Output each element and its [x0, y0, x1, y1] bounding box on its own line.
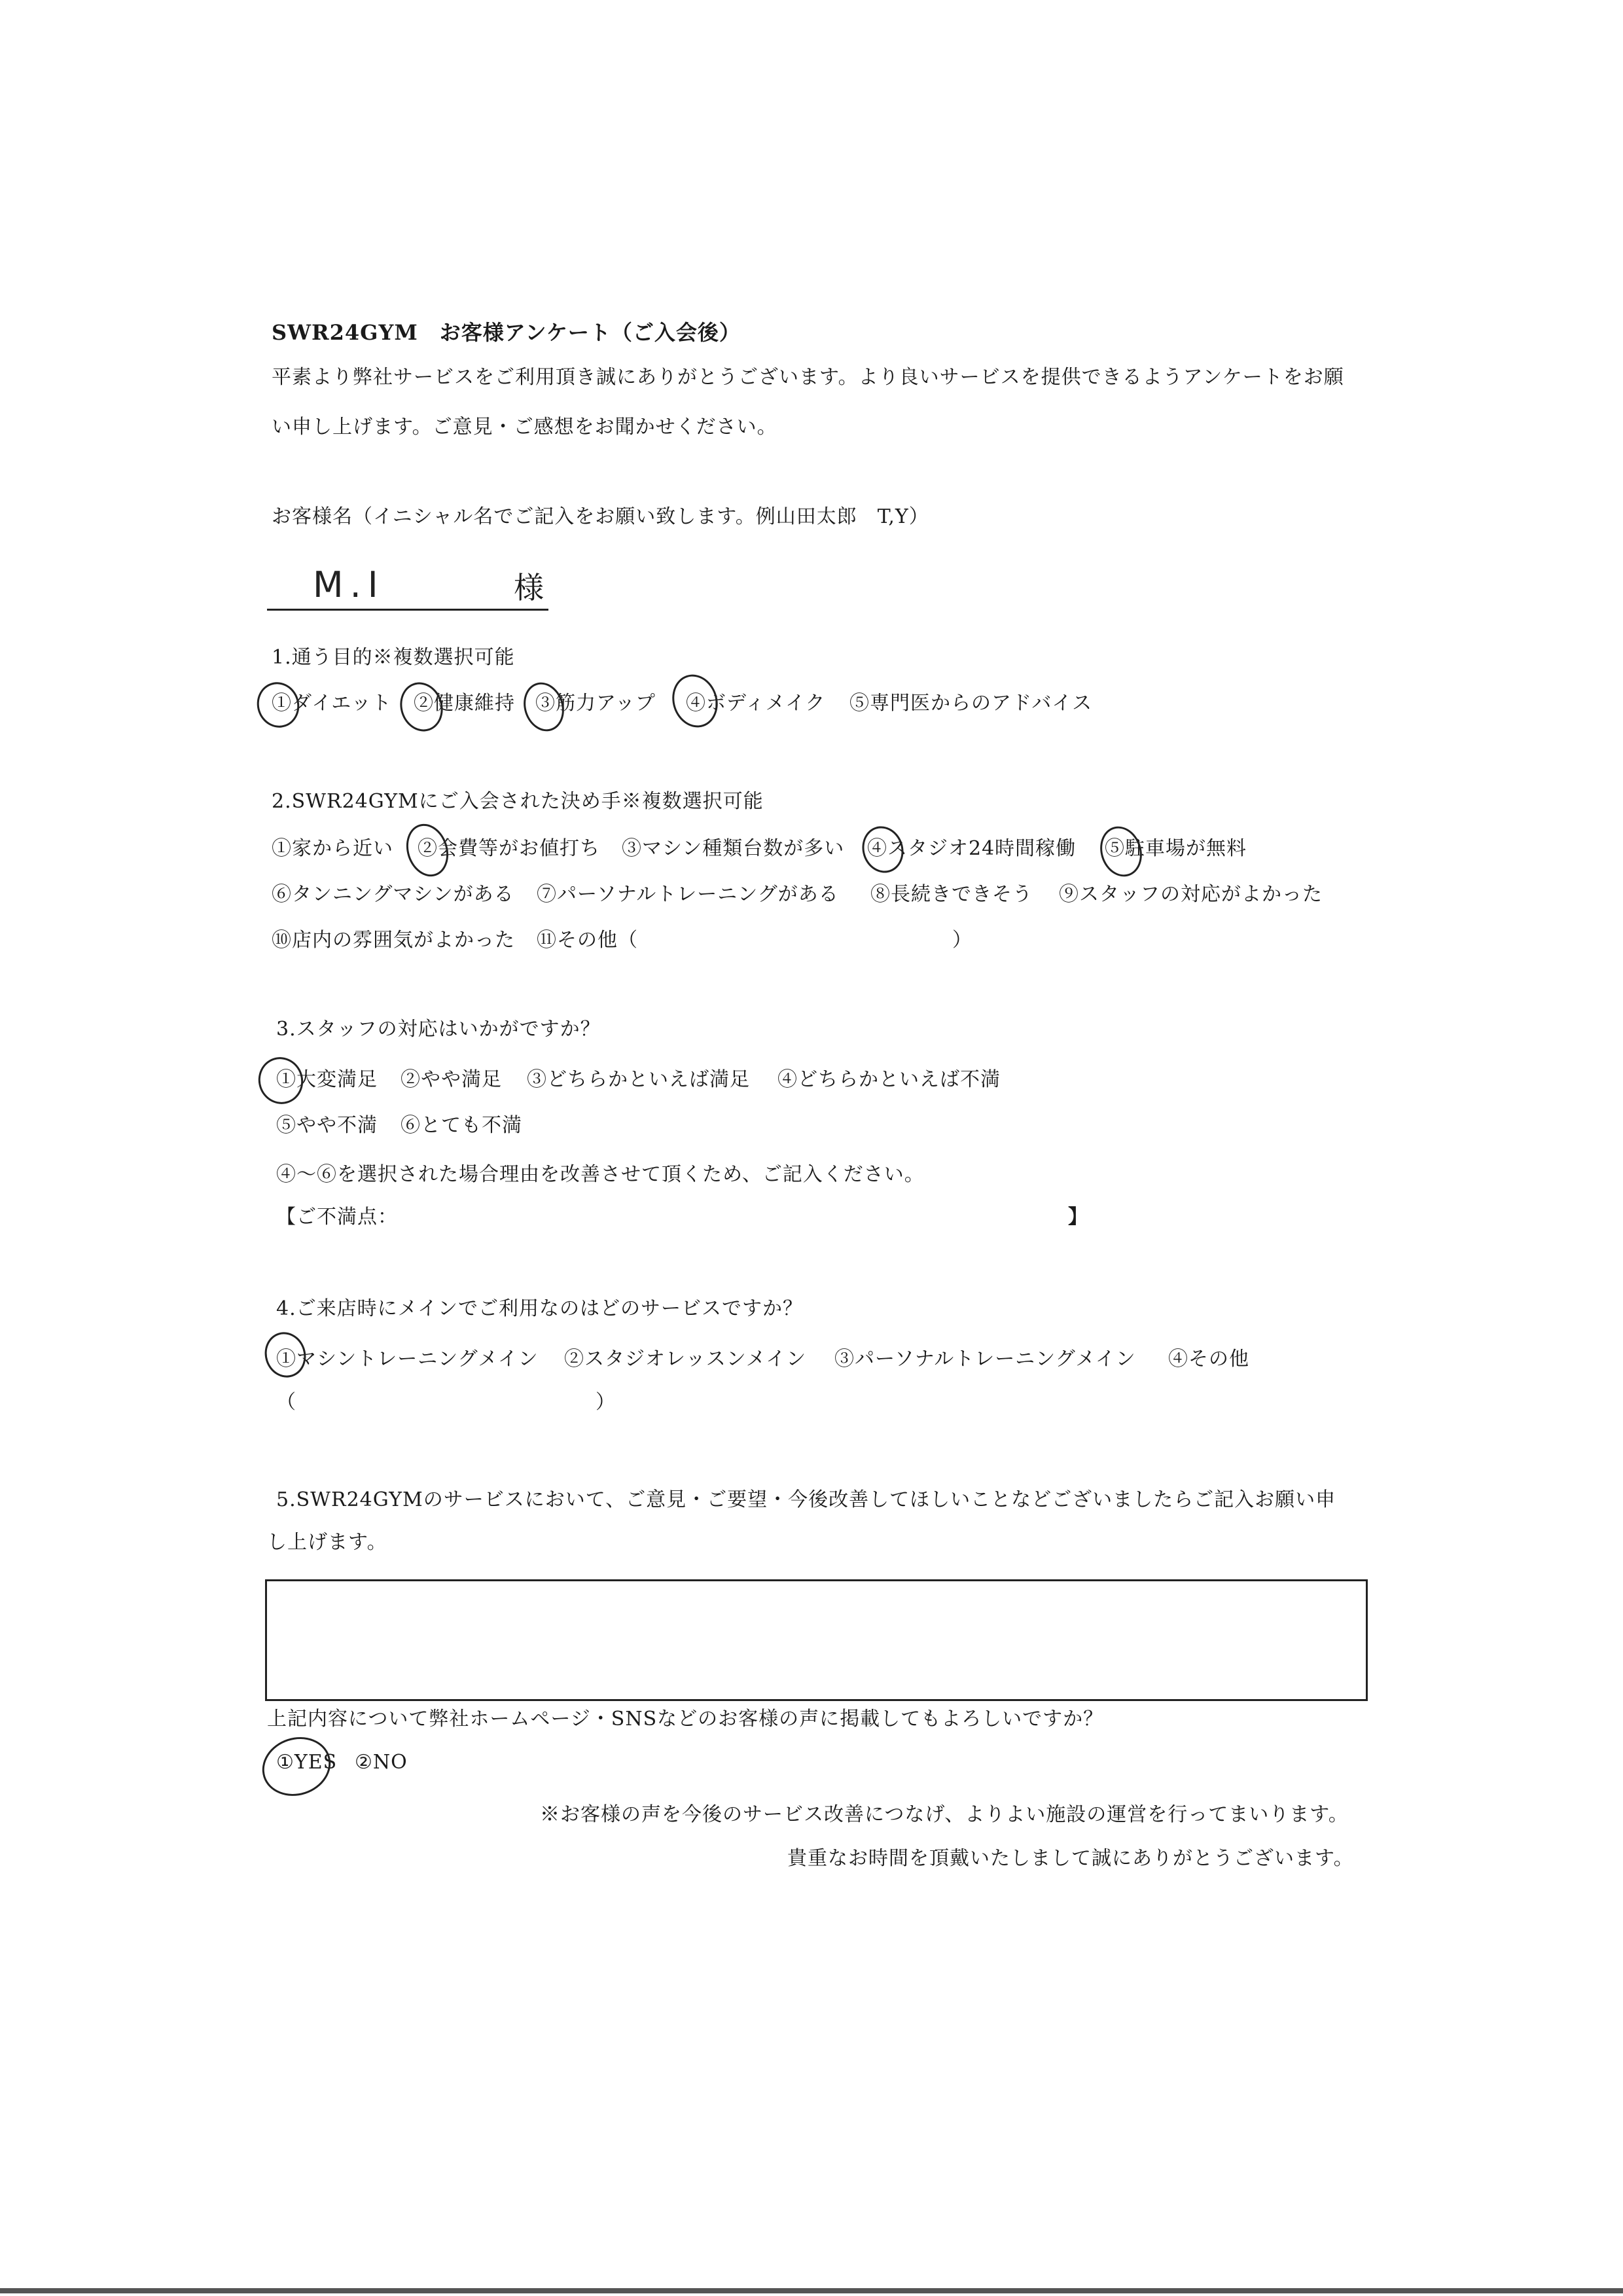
q3-complaint-close: 】	[1068, 1206, 1088, 1229]
q3-option-4[interactable]: ④どちらかといえば不満	[777, 1068, 1001, 1091]
q1-selection-mark-3	[518, 677, 571, 737]
q3-option-3[interactable]: ③どちらかといえば満足	[527, 1068, 750, 1091]
q3-question: 3.スタッフの対応はいかがですか？	[276, 1018, 601, 1041]
q3-option-1[interactable]: ①大変満足	[276, 1068, 378, 1091]
name-label: お客様名（イニシャル名でご記入をお願い致します。例山田太郎 T,Y）	[272, 505, 929, 528]
q1-selection-mark-2	[394, 677, 449, 737]
q1-option-2[interactable]: ②健康維持	[414, 692, 515, 715]
q2-option-1[interactable]: ①家から近い	[272, 837, 393, 860]
consent-yes[interactable]: ①YES	[276, 1751, 338, 1774]
q3-option-6[interactable]: ⑥とても不満	[401, 1114, 522, 1137]
q2-option-7[interactable]: ⑦パーソナルトレーニングがある	[537, 883, 839, 906]
consent-question: 上記内容について弊社ホームページ・SNSなどのお客様の声に掲載してもよろしいですか？	[267, 1708, 1104, 1731]
q1-question: 1.通う目的※複数選択可能	[272, 646, 515, 669]
q5-question-line-2: し上げます。	[267, 1531, 387, 1554]
q1-option-5[interactable]: ⑤専門医からのアドバイス	[849, 692, 1093, 715]
q1-selection-mark-4	[666, 669, 724, 734]
scan-bottom-edge	[0, 2288, 1623, 2293]
q3-option-5[interactable]: ⑤やや不満	[276, 1114, 378, 1137]
q4-option-2[interactable]: ②スタジオレッスンメイン	[564, 1348, 807, 1371]
q4-option-1[interactable]: ①マシントレーニングメイン	[276, 1348, 539, 1371]
name-value[interactable]: M.I	[313, 564, 385, 605]
q2-other-close-paren: ）	[952, 929, 972, 952]
q2-option-8[interactable]: ⑧長続きできそう	[870, 883, 1033, 906]
q1-option-3[interactable]: ③筋力アップ	[535, 692, 656, 715]
q1-option-1[interactable]: ①ダイエット	[272, 692, 392, 715]
q2-question: 2.SWR24GYMにご入会された決め手※複数選択可能	[272, 790, 764, 813]
q3-selection-mark-1	[253, 1051, 310, 1109]
q5-comment-box[interactable]	[265, 1579, 1368, 1701]
survey-title: SWR24GYM お客様アンケート（ご入会後）	[272, 320, 741, 345]
q2-option-10[interactable]: ⑩店内の雰囲気がよかった	[272, 929, 515, 952]
intro-line-2: い申し上げます。ご意見・ご感想をお聞かせください。	[272, 416, 777, 439]
q2-selection-mark-5	[1094, 821, 1148, 882]
q2-option-2[interactable]: ②会費等がお値打ち	[418, 837, 600, 860]
q2-option-4[interactable]: ④スタジオ24時間稼働	[867, 837, 1077, 860]
q4-question: 4.ご来店時にメインでご利用なのはどのサービスですか？	[276, 1297, 804, 1320]
consent-selection-mark	[255, 1729, 338, 1804]
name-honorific: 様	[514, 570, 544, 605]
q5-question-line-1: 5.SWR24GYMのサービスにおいて、ご意見・ご要望・今後改善してほしいことなどございましたらご記入お願い申	[276, 1488, 1336, 1511]
q3-complaint-label: 【ご不満点：	[276, 1206, 398, 1229]
q2-option-6[interactable]: ⑥タンニングマシンがある	[272, 883, 514, 906]
q4-option-4[interactable]: ④その他	[1168, 1348, 1249, 1371]
q1-option-4[interactable]: ④ボディメイク	[686, 692, 826, 715]
q4-option-3[interactable]: ③パーソナルトレーニングメイン	[834, 1348, 1136, 1371]
q2-option-5[interactable]: ⑤駐車場が無料	[1105, 837, 1247, 860]
q2-selection-mark-4	[856, 821, 909, 878]
footer-line-2: 貴重なお時間を頂戴いたしまして誠にありがとうございます。	[787, 1847, 1354, 1870]
q4-selection-mark-1	[259, 1327, 312, 1383]
q5-answer	[267, 1581, 1366, 1607]
consent-no[interactable]: ②NO	[355, 1751, 408, 1774]
q3-option-2[interactable]: ②やや満足	[401, 1068, 502, 1091]
q4-other-close-paren: ）	[596, 1391, 616, 1414]
q1-selection-mark-1	[251, 677, 305, 733]
q3-note: ④～⑥を選択された場合理由を改善させて頂くため、ご記入ください。	[276, 1163, 925, 1186]
q2-option-3[interactable]: ③マシン種類台数が多い	[622, 837, 845, 860]
q2-option-11[interactable]: ⑪その他（	[537, 929, 638, 952]
q2-option-9[interactable]: ⑨スタッフの対応がよかった	[1059, 883, 1323, 906]
intro-line-1: 平素より弊社サービスをご利用頂き誠にありがとうございます。より良いサービスを提供できるようアンケートをお願	[272, 366, 1344, 389]
q2-selection-mark-2	[400, 818, 455, 882]
footer-line-1: ※お客様の声を今後のサービス改善につなげ、よりよい施設の運営を行ってまいります。	[540, 1803, 1349, 1826]
q4-other-open-paren: （	[276, 1391, 296, 1414]
name-underline	[267, 609, 548, 611]
